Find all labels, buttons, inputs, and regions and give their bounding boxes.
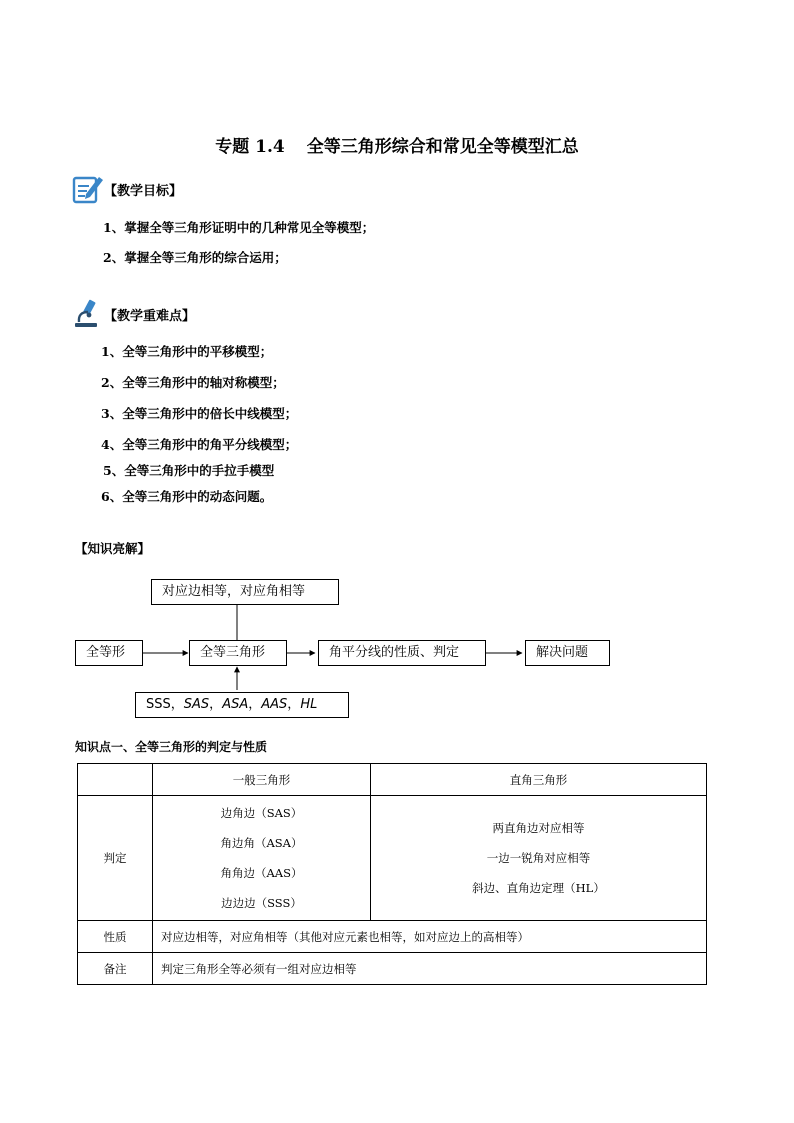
keypoint-item: 2、全等三角形中的轴对称模型； bbox=[101, 375, 285, 390]
general-criterion: 角边角（ASA） bbox=[220, 836, 303, 850]
criteria-sss: SSS， bbox=[146, 697, 184, 712]
row-properties-text: 对应边相等，对应角相等（其他对应元素也相等，如对应边上的高相等） bbox=[153, 921, 707, 953]
general-criterion: 边角边（SAS） bbox=[220, 806, 303, 820]
keypoint-item: 5、全等三角形中的手拉手模型 bbox=[103, 463, 275, 478]
table-corner-cell bbox=[78, 764, 153, 796]
table-row-notes bbox=[78, 953, 707, 985]
flow-box-top: 对应边相等，对应角相等 bbox=[151, 579, 339, 605]
general-criterion: 边边边（SSS） bbox=[221, 896, 302, 910]
objective-item: 2、掌握全等三角形的综合运用； bbox=[103, 250, 287, 265]
knowledge-heading: 【知识亮解】 bbox=[75, 541, 151, 556]
criteria-table bbox=[77, 763, 707, 985]
table-row-criteria bbox=[78, 796, 707, 921]
flow-box-angle-bisector: 角平分线的性质、判定 bbox=[318, 640, 486, 666]
row-criteria-label: 判定 bbox=[78, 796, 153, 921]
keypoint-item: 4、全等三角形中的角平分线模型； bbox=[101, 437, 298, 452]
title-text: 全等三角形综合和常见全等模型汇总 bbox=[306, 137, 579, 157]
objectives-heading: 【教学目标】 bbox=[104, 184, 183, 199]
flow-box-solve-problems: 解决问题 bbox=[525, 640, 610, 666]
general-criteria-cell bbox=[153, 796, 371, 921]
keypoint-item: 3、全等三角形中的倍长中线模型； bbox=[101, 406, 298, 421]
knowledge-point-title: 知识点一、全等三角形的判定与性质 bbox=[75, 740, 268, 754]
flow-box-congruent-figure: 全等形 bbox=[75, 640, 143, 666]
keypoint-item: 1、全等三角形中的平移模型； bbox=[101, 344, 273, 359]
row-notes-text: 判定三角形全等必须有一组对应边相等 bbox=[153, 953, 707, 985]
row-notes-label: 备注 bbox=[78, 953, 153, 985]
flow-box-congruent-triangle: 全等三角形 bbox=[189, 640, 287, 666]
right-criterion: 两直角边对应相等 bbox=[492, 821, 585, 835]
table-row-properties bbox=[78, 921, 707, 953]
criteria-sas: SAS bbox=[183, 697, 210, 712]
keypoint-item: 6、全等三角形中的动态问题。 bbox=[101, 489, 273, 504]
general-criterion: 角角边（AAS） bbox=[220, 866, 303, 880]
criteria-hl: HL bbox=[300, 697, 318, 712]
col-right-header: 直角三角形 bbox=[371, 764, 707, 796]
keypoints-heading: 【教学重难点】 bbox=[104, 309, 196, 324]
right-criterion: 一边一锐角对应相等 bbox=[486, 851, 591, 865]
col-general-header: 一般三角形 bbox=[153, 764, 371, 796]
flow-box-criteria: SSS，SAS，ASA，AAS，HL bbox=[135, 692, 349, 718]
objective-item: 1、掌握全等三角形证明中的几种常见全等模型； bbox=[103, 220, 375, 235]
right-criterion: 斜边、直角边定理（HL） bbox=[472, 881, 605, 895]
title-number: 专题 1.4 bbox=[215, 137, 285, 157]
criteria-asa: ASA bbox=[222, 697, 249, 712]
row-properties-label: 性质 bbox=[78, 921, 153, 953]
right-criteria-cell bbox=[371, 796, 707, 921]
criteria-aas: AAS bbox=[261, 697, 288, 712]
table-header-row bbox=[78, 764, 707, 796]
